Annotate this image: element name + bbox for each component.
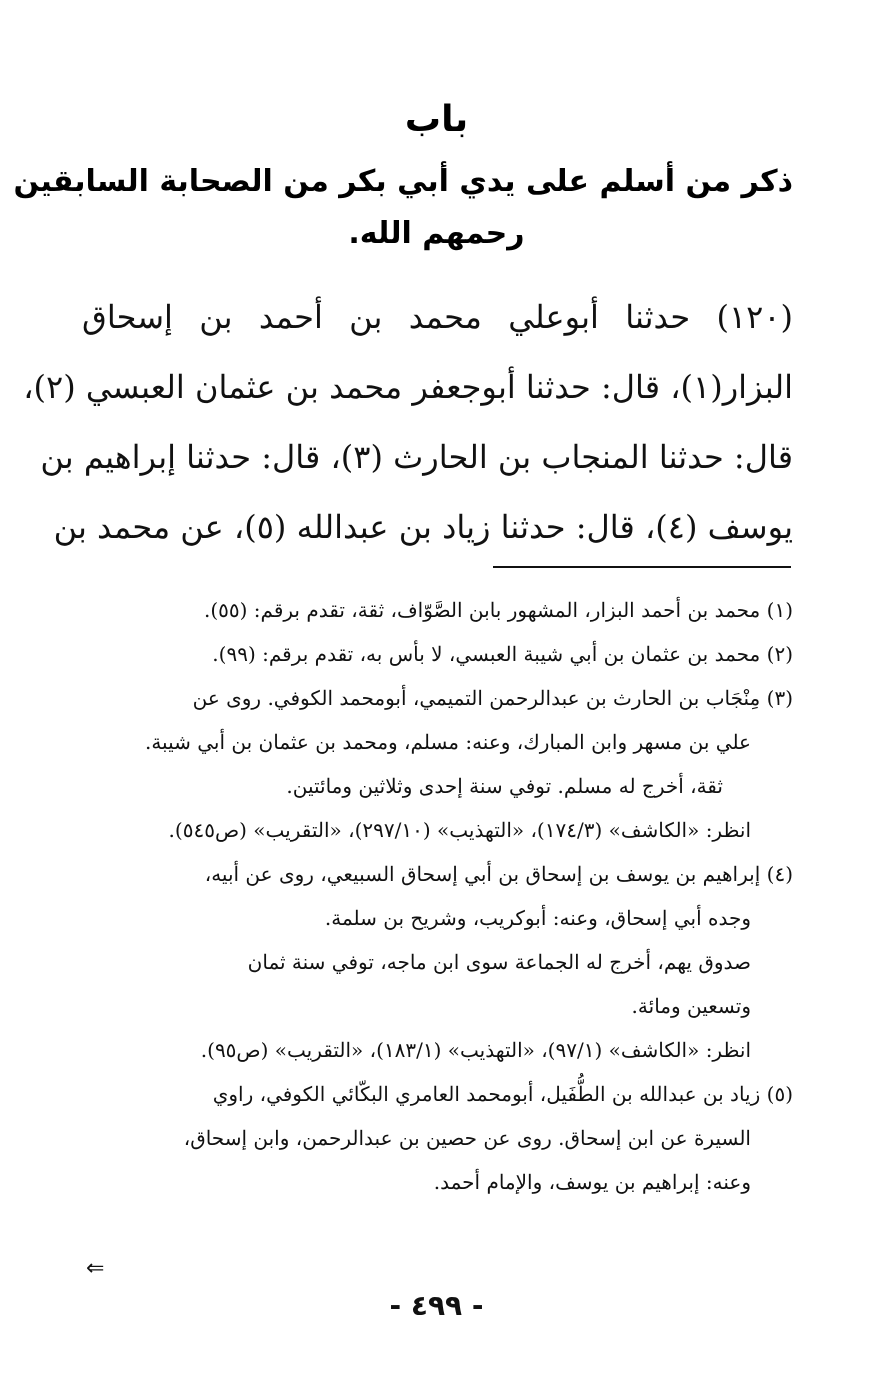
footnote-5-continuation: وعنه: إبراهيم بن يوسف، والإمام أحمد. (433, 1170, 751, 1194)
footnote-4-continuation: وجده أبي إسحاق، وعنه: أبوكريب، وشريح بن سلمة. (324, 906, 751, 930)
hadith-line: يوسف (٤)، قال: حدثنا زياد بن عبدالله (٥)، عن محمد بن (53, 508, 793, 546)
hadith-line: قال: حدثنا المنجاب بن الحارث (٣)، قال: حدثنا إبراهيم بن (40, 438, 793, 476)
footnote-3-continuation: ثقة، أخرج له مسلم. توفي سنة إحدى وثلاثين ومائتين. (286, 774, 723, 798)
footnote-divider (493, 566, 791, 568)
continuation-arrow-icon: ⇐ (86, 1256, 105, 1281)
footnote-3: (٣) مِنْجَاب بن الحارث بن عبدالرحمن التميمي، أبومحمد الكوفي. روى عن (192, 686, 793, 710)
footnote-3-reference: انظر: «الكاشف» (١٧٤/٣)، «التهذيب» (٢٩٧/١٠)، «التقريب» (ص٥٤٥). (168, 818, 751, 842)
page-number: - ٤٩٩ - (389, 1289, 484, 1322)
footnote-4: (٤) إبراهيم بن يوسف بن إسحاق بن أبي إسحاق السبيعي، روى عن أبيه، (204, 862, 793, 886)
chapter-subtitle-line-1: ذكر من أسلم على يدي أبي بكر من الصحابة السابقين (13, 164, 793, 199)
footnote-1: (١) محمد بن أحمد البزار، المشهور بابن الصَّوّاف، ثقة، تقدم برقم: (٥٥). (203, 598, 793, 622)
footnote-3-continuation: علي بن مسهر وابن المبارك، وعنه: مسلم، ومحمد بن عثمان بن أبي شيبة. (144, 730, 751, 754)
hadith-text (23, 282, 793, 562)
footnotes (80, 588, 793, 1204)
footnote-5-continuation: السيرة عن ابن إسحاق. روى عن حصين بن عبدالرحمن، وابن إسحاق، (183, 1126, 751, 1150)
footnote-5: (٥) زياد بن عبدالله بن الطُّفَيل، أبومحمد العامري البكّائي الكوفي، راوي (212, 1082, 793, 1106)
hadith-line: البزار(١)، قال: حدثنا أبوجعفر محمد بن عثمان العبسي (٢)، (23, 368, 793, 406)
chapter-subtitle-line-2: رحمهم الله. (348, 216, 525, 251)
footnote-4-continuation: صدوق يهم، أخرج له الجماعة سوى ابن ماجه، توفي سنة ثمان (247, 950, 751, 974)
footnote-4-reference: انظر: «الكاشف» (٩٧/١)، «التهذيب» (١٨٣/١)، «التقريب» (ص٩٥). (200, 1038, 751, 1062)
hadith-line: (١٢٠) حدثنا أبوعلي محمد بن أحمد بن إسحاق (82, 298, 793, 336)
footnote-4-continuation: وتسعين ومائة. (631, 994, 751, 1018)
chapter-heading: باب (404, 99, 469, 140)
footnote-2: (٢) محمد بن عثمان بن أبي شيبة العبسي، لا بأس به، تقدم برقم: (٩٩). (212, 642, 793, 666)
